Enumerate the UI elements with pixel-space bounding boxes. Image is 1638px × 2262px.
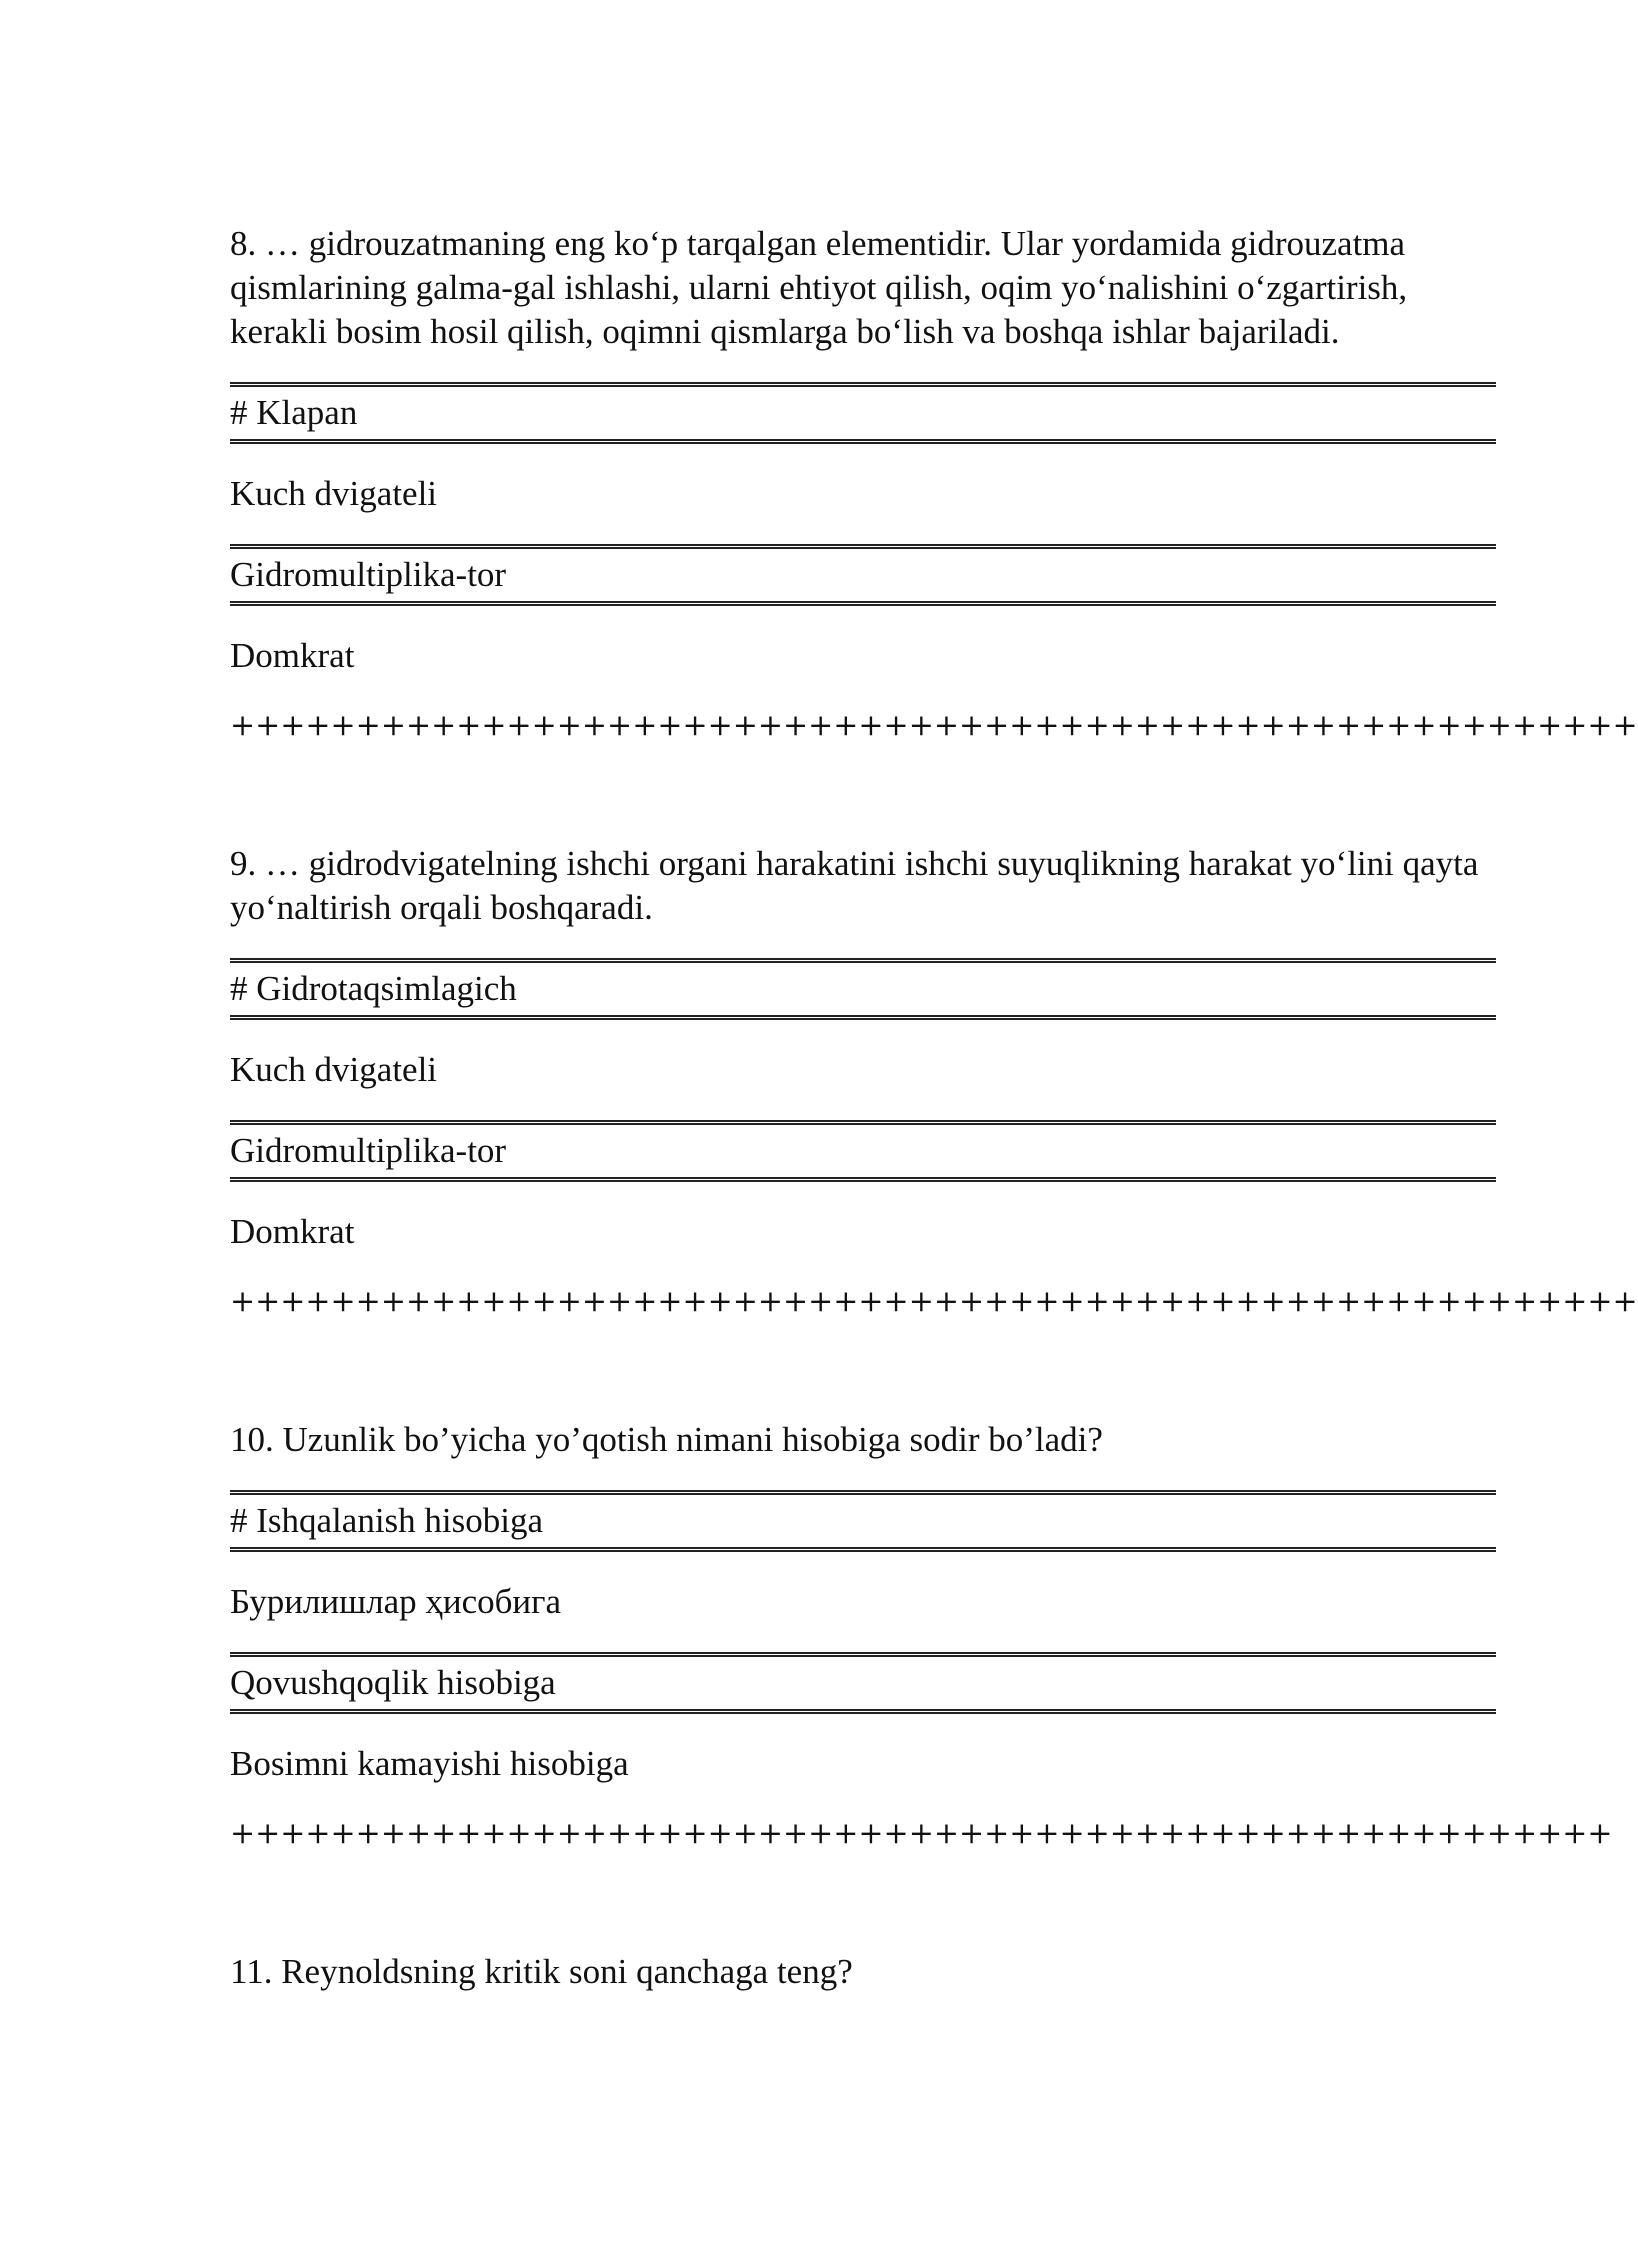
answer-option: Бурилишлар ҳисобига — [230, 1582, 562, 1621]
document-content — [230, 222, 1638, 1994]
question-separator: ++++++++++++++++++++++++++++++++++++++++++++++++++++++++ — [230, 1284, 1638, 1319]
question-separator: ++++++++++++++++++++++++++++++++++++++++++++++++++++++++ — [230, 708, 1638, 743]
answer-option: Gidromultiplika-tor — [230, 1120, 1496, 1182]
question-text: 9. … gidrodvigatelning ishchi organi harakatini ishchi suyuqlikning harakat yo‘lini qayta yo‘naltirish orqali boshqaradi. — [230, 844, 1479, 927]
question-text: 8. … gidrouzatmaning eng ko‘p tarqalgan elementidir. Ular yordamida gidrouzatma qismlarining galma-gal ishlashi, ularni ehtiyot qilish, oqim yo‘nalishini o‘zgartirish, kerakli bosim hosil qilish, oqimni qismlarga bo‘lish va boshqa ishlar bajariladi. — [230, 224, 1408, 351]
answer-option: Kuch dvigateli — [230, 1050, 438, 1089]
question-text: 10. Uzunlik bo’yicha yo’qotish nimani hisobiga sodir bo’ladi? — [230, 1420, 1103, 1459]
answer-option: # Klapan — [230, 382, 1496, 444]
answer-option: # Gidrotaqsimlagich — [230, 958, 1496, 1020]
answer-option: Bosimni kamayishi hisobiga — [230, 1744, 629, 1783]
answer-option: Qovushqoqlik hisobiga — [230, 1652, 1496, 1714]
question-10 — [230, 1418, 1613, 1854]
answer-list — [230, 1490, 1496, 1814]
question-text: 11. Reynoldsning kritik soni qanchaga teng? — [230, 1952, 853, 1991]
answer-option: Domkrat — [230, 636, 355, 675]
answer-list — [230, 382, 1496, 706]
question-9 — [230, 842, 1638, 1322]
question-11 — [230, 1950, 1496, 1994]
answer-option: Kuch dvigateli — [230, 474, 438, 513]
answer-option: # Ishqalanish hisobiga — [230, 1490, 1496, 1552]
answer-option: Domkrat — [230, 1212, 355, 1251]
question-8 — [230, 222, 1638, 746]
answer-option: Gidromultiplika-tor — [230, 544, 1496, 606]
question-separator: +++++++++++++++++++++++++++++++++++++++++++++++++++++++ — [230, 1816, 1613, 1851]
answer-list — [230, 958, 1496, 1282]
